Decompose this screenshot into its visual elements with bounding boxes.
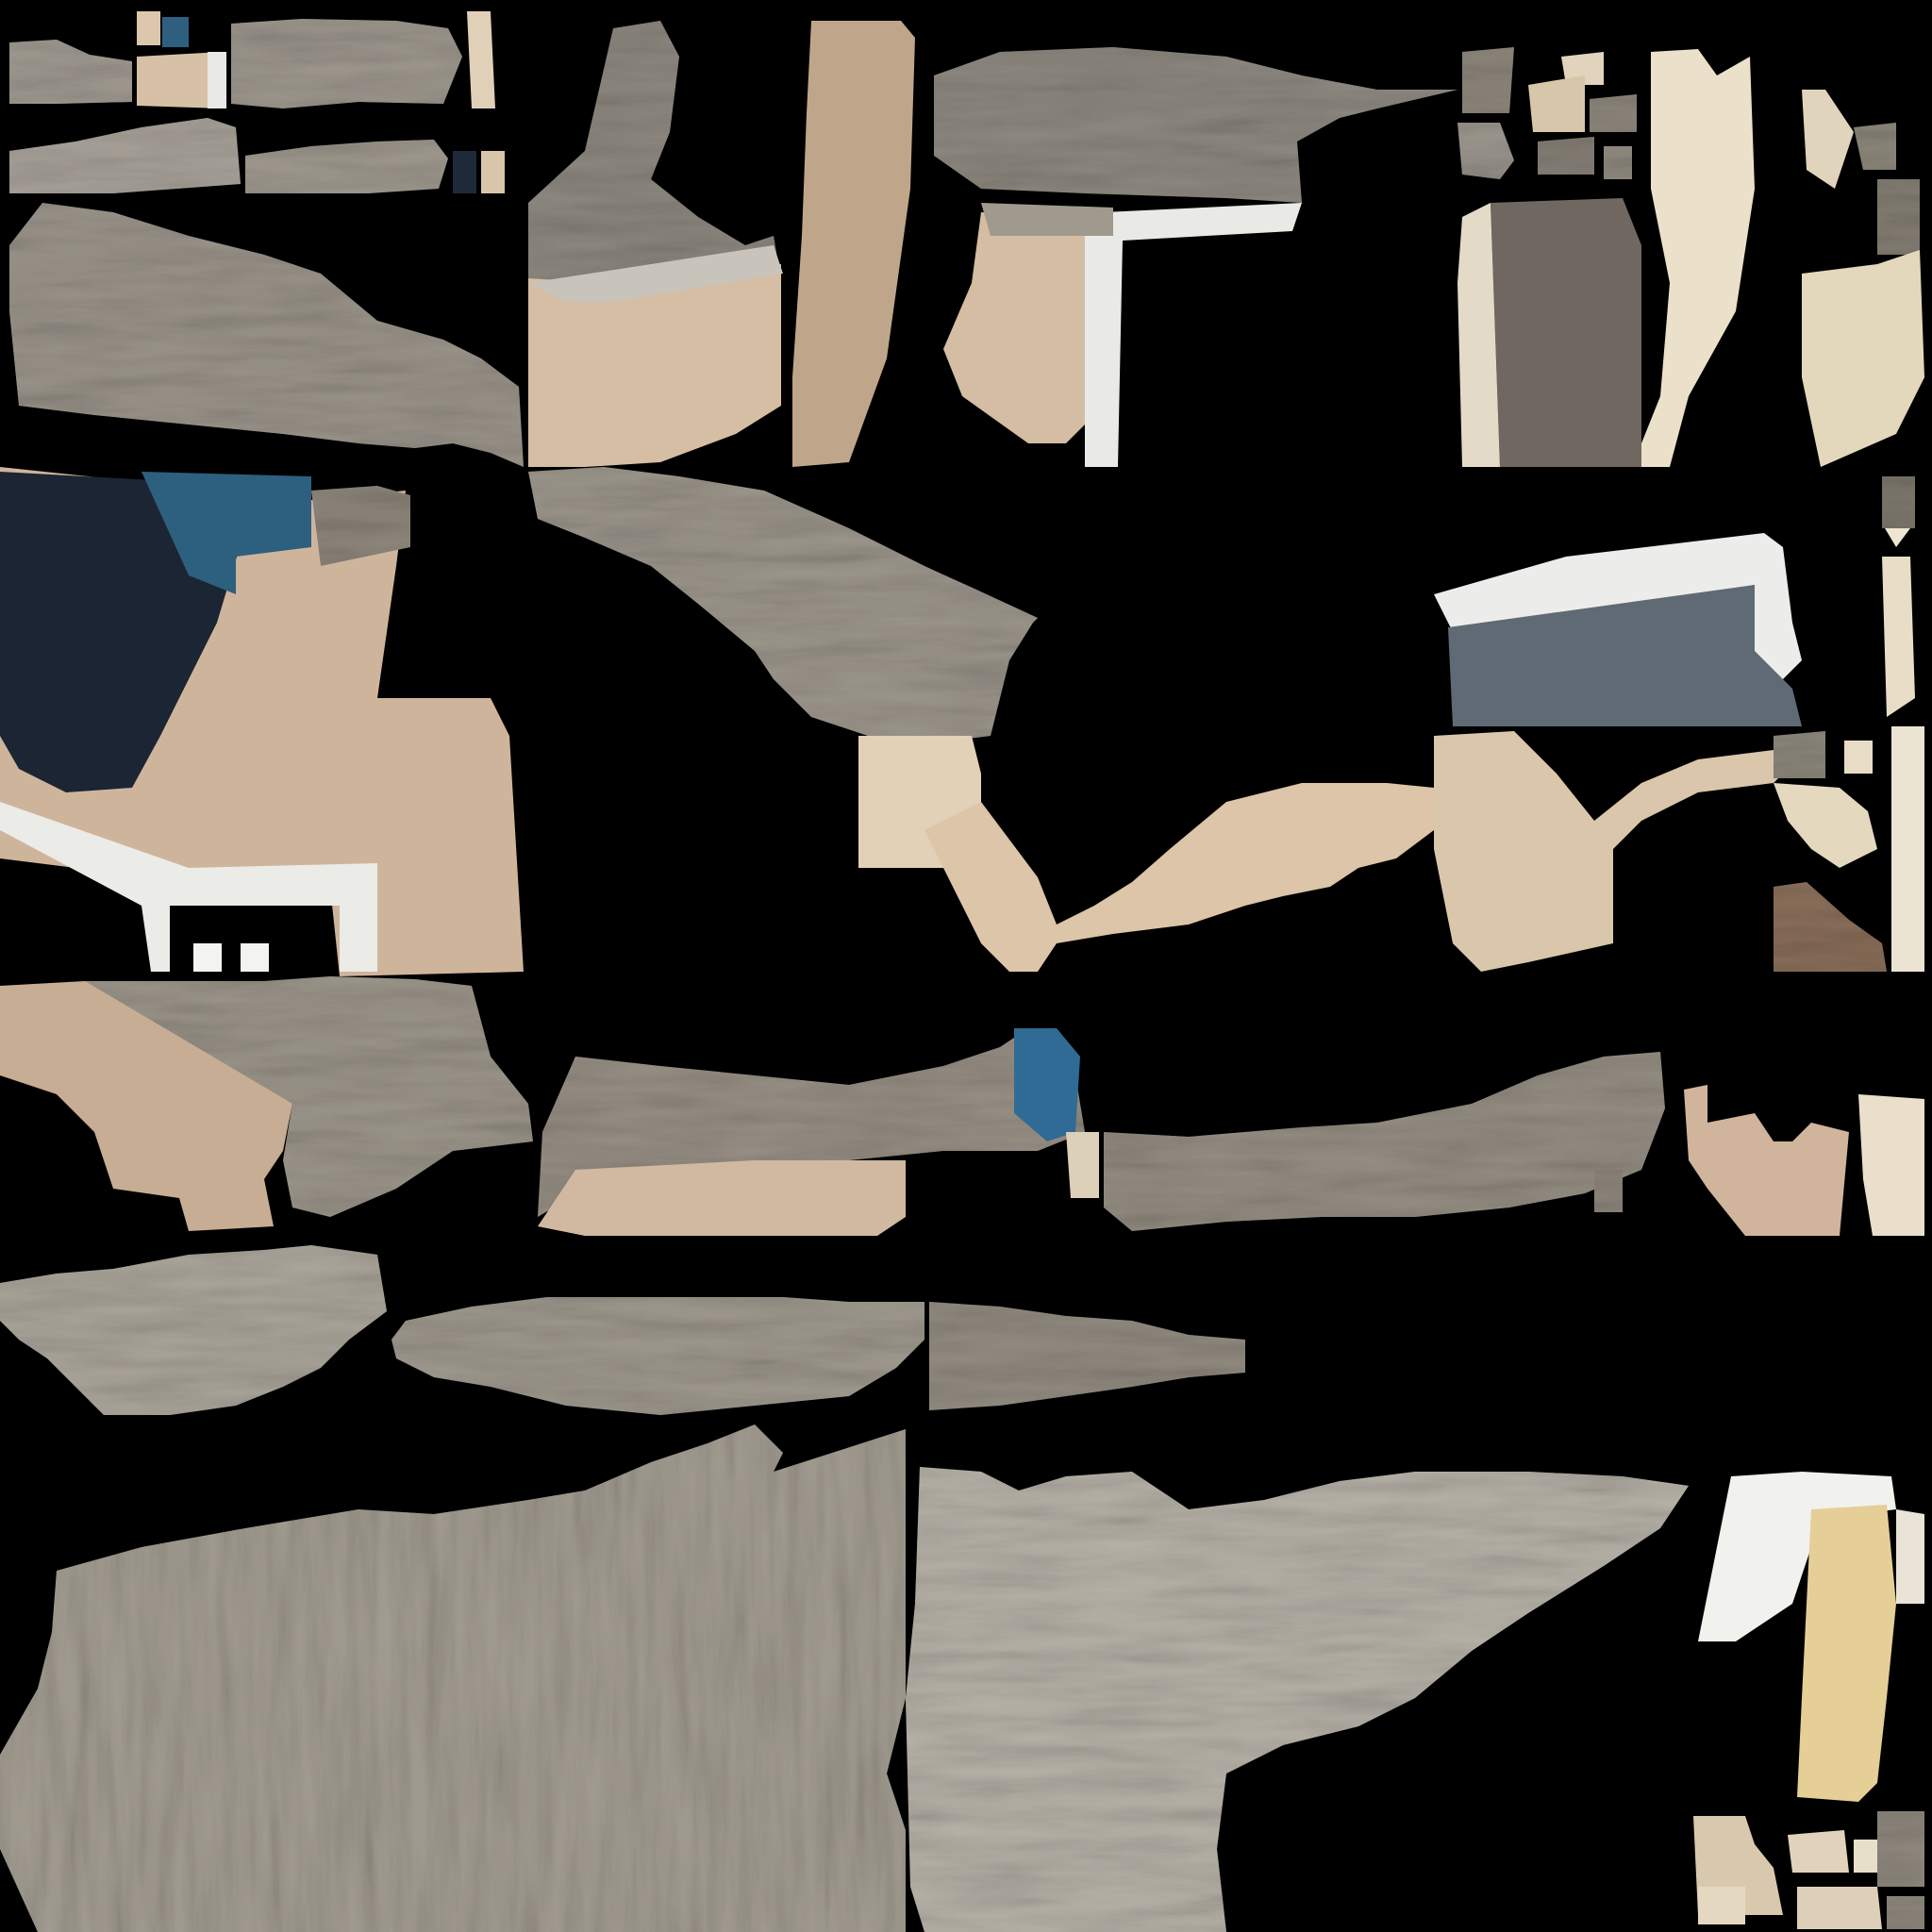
plaster-fragment bbox=[137, 11, 160, 45]
plaster-fragment bbox=[1844, 741, 1873, 774]
plaster-fragment bbox=[1882, 557, 1915, 717]
plaster-fragment bbox=[1896, 1509, 1924, 1604]
marble-fragment bbox=[1604, 146, 1632, 179]
white-stair-fragment bbox=[241, 943, 269, 972]
marble-fragment bbox=[1594, 1170, 1623, 1212]
plaster-fragment bbox=[1528, 75, 1585, 132]
plaster-fragment bbox=[1891, 726, 1924, 972]
window-frame-fragment bbox=[208, 52, 226, 108]
plaster-fragment bbox=[1698, 1887, 1745, 1924]
marble-fragment bbox=[1590, 94, 1637, 132]
marble-fragment bbox=[1882, 476, 1915, 528]
marble-fragment bbox=[1462, 47, 1514, 113]
plaster-fragment bbox=[1788, 1830, 1849, 1873]
marble-fragment bbox=[1774, 731, 1825, 778]
blue-trim-fragment bbox=[453, 151, 476, 193]
marble-fragment bbox=[231, 19, 462, 108]
trim-fragment bbox=[981, 203, 1113, 236]
marble-fragment bbox=[1887, 1896, 1924, 1929]
plaster-fragment bbox=[1797, 1887, 1882, 1929]
blue-trim-fragment bbox=[162, 17, 189, 47]
marble-fragment bbox=[1538, 137, 1594, 175]
plaster-fragment bbox=[467, 11, 495, 108]
white-stair-fragment bbox=[193, 943, 222, 972]
plaster-fragment bbox=[1066, 1132, 1099, 1198]
marble-fragment bbox=[1877, 179, 1920, 255]
plaster-fragment bbox=[481, 151, 505, 193]
plaster-fragment bbox=[538, 1160, 906, 1236]
marble-fragment bbox=[1877, 1811, 1924, 1887]
door-fragment bbox=[1491, 198, 1641, 467]
